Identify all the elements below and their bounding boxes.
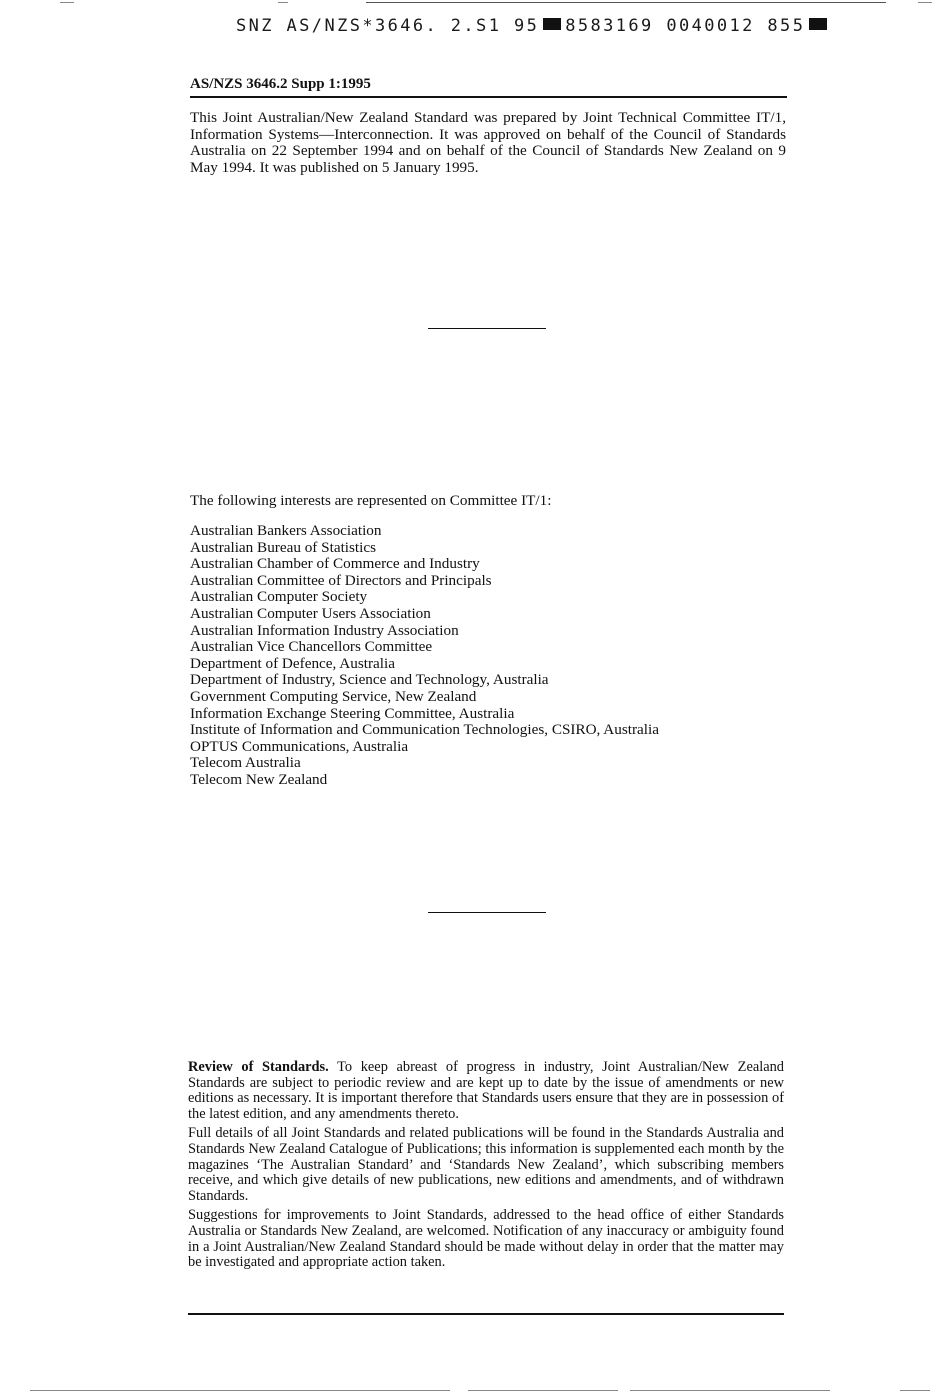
- section-divider: [428, 328, 546, 329]
- review-paragraph-1: [188, 1060, 784, 1122]
- section-divider: [428, 912, 546, 913]
- scan-artifact-line: [918, 2, 932, 3]
- bottom-rule: [188, 1313, 784, 1315]
- committee-member: Department of Defence, Australia: [190, 654, 395, 672]
- redaction-block: [809, 18, 827, 30]
- reference-rule: [190, 96, 787, 98]
- committee-member: Institute of Information and Communication Technologies, CSIRO, Australia: [190, 721, 659, 739]
- review-paragraph-3: Suggestions for improvements to Joint Standards, addressed to the head office of either Standards Australia or Standards New Zealand, are welcomed. Notification of any inaccuracy or ambiguity found in a Joint Australian/New Zealand Standard should be made without delay in order that the matter may be investigated and appropriate action taken.: [188, 1207, 784, 1271]
- committee-member: Australian Computer Society: [190, 588, 368, 606]
- scan-artifact-line: [60, 2, 74, 3]
- review-heading: Review of Standards.: [188, 1059, 329, 1075]
- committee-member: Government Computing Service, New Zealand: [190, 687, 477, 705]
- scan-artifact-line: [630, 1390, 830, 1391]
- committee-member: OPTUS Communications, Australia: [190, 737, 409, 755]
- document-reference: AS/NZS 3646.2 Supp 1:1995: [190, 76, 371, 92]
- catalog-code-start: SNZ AS/NZS*3646. 2.S1 95: [236, 16, 540, 36]
- review-of-standards: [188, 1060, 784, 1275]
- committee-intro: The following interests are represented on Committee IT/1:: [190, 492, 552, 509]
- catalog-code-end: 855: [767, 16, 806, 36]
- committee-member: Telecom Australia: [190, 754, 301, 772]
- review-paragraph-2: Full details of all Joint Standards and related publications will be found in the Standards Australia and Standards New Zealand Catalogue of Publications; this information is supplemented each month by the magazines ‘The Australian Standard’ and ‘Standards New Zealand’, which subscribing members receive, and which give details of new publications, new editions and amendments, and of withdrawn Standards.: [188, 1125, 784, 1204]
- committee-member: Australian Bureau of Statistics: [190, 538, 377, 556]
- committee-member: Australian Information Industry Association: [190, 621, 459, 639]
- redaction-block: [543, 18, 561, 30]
- scan-artifact-line: [278, 2, 288, 3]
- scan-artifact-line: [30, 1390, 450, 1391]
- committee-member: Department of Industry, Science and Technology, Australia: [190, 671, 549, 689]
- committee-member: Australian Chamber of Commerce and Industry: [190, 555, 480, 573]
- scan-artifact-line: [468, 1390, 618, 1391]
- scan-artifact-line: [900, 1390, 930, 1391]
- scan-artifact-line: [366, 2, 886, 3]
- committee-member: Telecom New Zealand: [190, 770, 328, 788]
- catalog-code-middle: 8583169 0040012: [565, 16, 755, 36]
- committee-member: Australian Computer Users Association: [190, 604, 431, 622]
- approval-paragraph: This Joint Australian/New Zealand Standard was prepared by Joint Technical Committee IT/1, Information Systems—Interconnection. It was approved on behalf of the Council of Standards Australia on 22 September 1994 and on behalf of the Council of Standards New Zealand on 9 May 1994. It was published on 5 January 1995.: [190, 109, 786, 176]
- review-paragraph-1-text: To keep abreast of progress in industry, Joint Australian/New Zealand Standards are subject to periodic review and are kept up to date by the issue of amendments or new editions as necessary. It is important therefore that Standards users ensure that they are in possession of the latest edition, and any amendments thereto.: [188, 1059, 784, 1122]
- committee-member: Information Exchange Steering Committee, Australia: [190, 704, 515, 722]
- committee-member: Australian Vice Chancellors Committee: [190, 638, 433, 656]
- committee-member: Australian Committee of Directors and Principals: [190, 571, 492, 589]
- committee-member-list: [190, 523, 659, 789]
- catalog-code: [236, 16, 831, 36]
- committee-member: Australian Bankers Association: [190, 522, 382, 539]
